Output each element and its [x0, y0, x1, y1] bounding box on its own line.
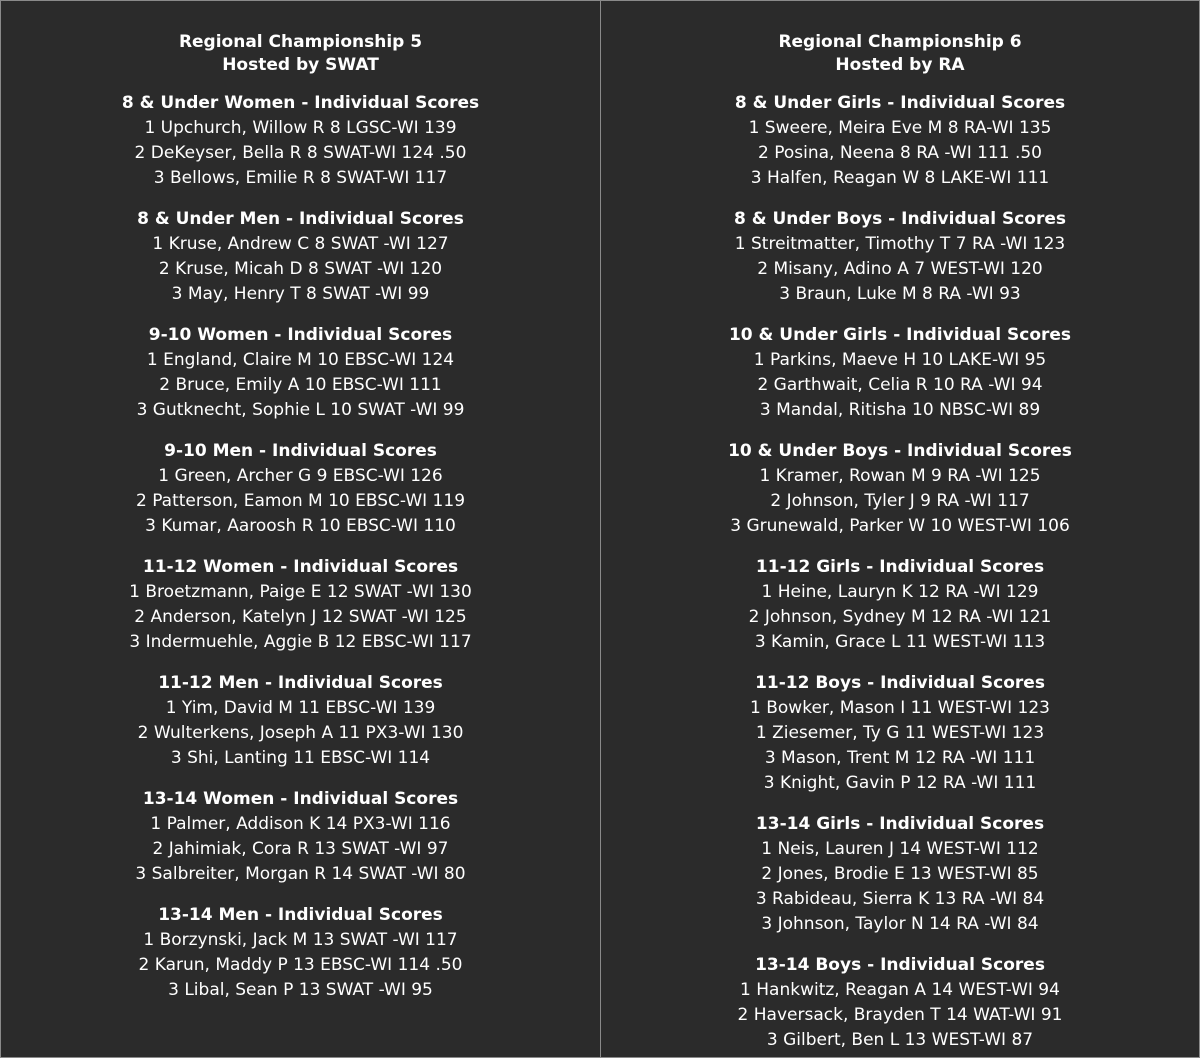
score-section — [601, 671, 1199, 796]
section-heading: 13-14 Boys - Individual Scores — [755, 955, 1045, 975]
score-entry: 2 Anderson, Katelyn J 12 SWAT -WI 125 — [134, 607, 467, 627]
score-section — [601, 323, 1199, 423]
score-entry: 2 Patterson, Eamon M 10 EBSC-WI 119 — [135, 491, 466, 511]
score-entry: 2 Jones, Brodie E 13 WEST-WI 85 — [761, 864, 1039, 884]
section-heading: 11-12 Men - Individual Scores — [158, 673, 443, 693]
score-entry: 2 Jahimiak, Cora R 13 SWAT -WI 97 — [152, 839, 449, 859]
score-entry: 3 Rabideau, Sierra K 13 RA -WI 84 — [755, 889, 1045, 909]
column-championship-5 — [1, 1, 600, 1057]
column-championship-6 — [600, 1, 1199, 1057]
score-section — [1, 207, 600, 307]
score-entry: 1 Ziesemer, Ty G 11 WEST-WI 123 — [755, 723, 1045, 743]
section-heading: 11-12 Girls - Individual Scores — [755, 557, 1045, 577]
score-entry: 1 Neis, Lauren J 14 WEST-WI 112 — [761, 839, 1039, 859]
score-entry: 3 Johnson, Taylor N 14 RA -WI 84 — [761, 914, 1039, 934]
score-section — [1, 439, 600, 539]
section-heading: 8 & Under Men - Individual Scores — [137, 209, 464, 229]
section-heading: 10 & Under Girls - Individual Scores — [728, 325, 1072, 345]
score-entry: 1 Heine, Lauryn K 12 RA -WI 129 — [761, 582, 1039, 602]
score-entry: 3 Shi, Lanting 11 EBSC-WI 114 — [170, 748, 431, 768]
score-section — [1, 91, 600, 191]
score-entry: 3 Mason, Trent M 12 RA -WI 111 — [764, 748, 1036, 768]
score-entry: 2 Johnson, Sydney M 12 RA -WI 121 — [748, 607, 1052, 627]
sections-list — [1, 91, 600, 1003]
score-entry: 3 Gilbert, Ben L 13 WEST-WI 87 — [766, 1030, 1034, 1050]
score-section — [601, 812, 1199, 937]
score-entry: 2 Bruce, Emily A 10 EBSC-WI 111 — [159, 375, 442, 395]
sections-list — [601, 91, 1199, 1053]
score-entry: 2 Kruse, Micah D 8 SWAT -WI 120 — [158, 259, 443, 279]
score-section — [1, 787, 600, 887]
score-entry: 1 Borzynski, Jack M 13 SWAT -WI 117 — [143, 930, 458, 950]
section-heading: 11-12 Women - Individual Scores — [142, 557, 459, 577]
score-section — [601, 439, 1199, 539]
championship-title: Regional Championship 5 — [178, 32, 423, 52]
score-entry: 2 Wulterkens, Joseph A 11 PX3-WI 130 — [137, 723, 464, 743]
score-entry: 3 Gutknecht, Sophie L 10 SWAT -WI 99 — [136, 400, 465, 420]
section-heading: 13-14 Women - Individual Scores — [142, 789, 459, 809]
score-entry: 1 Streitmatter, Timothy T 7 RA -WI 123 — [734, 234, 1066, 254]
score-entry: 1 Kramer, Rowan M 9 RA -WI 125 — [759, 466, 1041, 486]
score-entry: 3 Knight, Gavin P 12 RA -WI 111 — [763, 773, 1037, 793]
score-entry: 3 Kumar, Aaroosh R 10 EBSC-WI 110 — [145, 516, 456, 536]
score-entry: 2 Posina, Neena 8 RA -WI 111 .50 — [757, 143, 1042, 163]
championship-title: Regional Championship 6 — [778, 32, 1022, 52]
score-entry: 1 Bowker, Mason I 11 WEST-WI 123 — [750, 698, 1050, 718]
score-section — [601, 91, 1199, 191]
section-heading: 10 & Under Boys - Individual Scores — [728, 441, 1072, 461]
score-entry: 2 Karun, Maddy P 13 EBSC-WI 114 .50 — [138, 955, 463, 975]
section-heading: 8 & Under Women - Individual Scores — [121, 93, 480, 113]
score-entry: 3 May, Henry T 8 SWAT -WI 99 — [171, 284, 430, 304]
score-section — [601, 953, 1199, 1053]
score-entry: 3 Salbreiter, Morgan R 14 SWAT -WI 80 — [135, 864, 466, 884]
score-entry: 1 Broetzmann, Paige E 12 SWAT -WI 130 — [129, 582, 472, 602]
score-entry: 1 Parkins, Maeve H 10 LAKE-WI 95 — [753, 350, 1047, 370]
score-entry: 1 Sweere, Meira Eve M 8 RA-WI 135 — [748, 118, 1052, 138]
championship-host: Hosted by SWAT — [222, 55, 379, 75]
score-entry: 3 Bellows, Emilie R 8 SWAT-WI 117 — [153, 168, 448, 188]
score-entry: 1 Palmer, Addison K 14 PX3-WI 116 — [150, 814, 451, 834]
section-heading: 8 & Under Girls - Individual Scores — [734, 93, 1066, 113]
score-entry: 3 Indermuehle, Aggie B 12 EBSC-WI 117 — [129, 632, 472, 652]
score-entry: 2 Haversack, Brayden T 14 WAT-WI 91 — [737, 1005, 1063, 1025]
score-entry: 2 DeKeyser, Bella R 8 SWAT-WI 124 .50 — [134, 143, 467, 163]
section-heading: 9-10 Women - Individual Scores — [148, 325, 453, 345]
score-entry: 3 Halfen, Reagan W 8 LAKE-WI 111 — [750, 168, 1050, 188]
section-heading: 11-12 Boys - Individual Scores — [755, 673, 1045, 693]
score-entry: 1 England, Claire M 10 EBSC-WI 124 — [146, 350, 455, 370]
score-section — [1, 555, 600, 655]
score-entry: 1 Kruse, Andrew C 8 SWAT -WI 127 — [152, 234, 449, 254]
score-entry: 1 Hankwitz, Reagan A 14 WEST-WI 94 — [740, 980, 1060, 1000]
score-section — [601, 207, 1199, 307]
score-entry: 1 Yim, David M 11 EBSC-WI 139 — [165, 698, 436, 718]
score-entry: 3 Libal, Sean P 13 SWAT -WI 95 — [168, 980, 433, 1000]
score-section — [1, 671, 600, 771]
score-entry: 3 Kamin, Grace L 11 WEST-WI 113 — [754, 632, 1046, 652]
score-entry: 1 Green, Archer G 9 EBSC-WI 126 — [158, 466, 443, 486]
score-entry: 3 Grunewald, Parker W 10 WEST-WI 106 — [730, 516, 1070, 536]
score-entry: 2 Garthwait, Celia R 10 RA -WI 94 — [757, 375, 1043, 395]
score-entry: 3 Mandal, Ritisha 10 NBSC-WI 89 — [759, 400, 1041, 420]
championship-host: Hosted by RA — [835, 55, 965, 75]
score-entry: 2 Johnson, Tyler J 9 RA -WI 117 — [770, 491, 1030, 511]
score-entry: 3 Braun, Luke M 8 RA -WI 93 — [779, 284, 1021, 304]
score-section — [601, 555, 1199, 655]
score-entry: 2 Misany, Adino A 7 WEST-WI 120 — [757, 259, 1043, 279]
score-entry: 1 Upchurch, Willow R 8 LGSC-WI 139 — [144, 118, 457, 138]
section-heading: 13-14 Men - Individual Scores — [158, 905, 443, 925]
section-heading: 8 & Under Boys - Individual Scores — [734, 209, 1066, 229]
score-section — [1, 323, 600, 423]
section-heading: 13-14 Girls - Individual Scores — [755, 814, 1045, 834]
section-heading: 9-10 Men - Individual Scores — [164, 441, 437, 461]
score-section — [1, 903, 600, 1003]
